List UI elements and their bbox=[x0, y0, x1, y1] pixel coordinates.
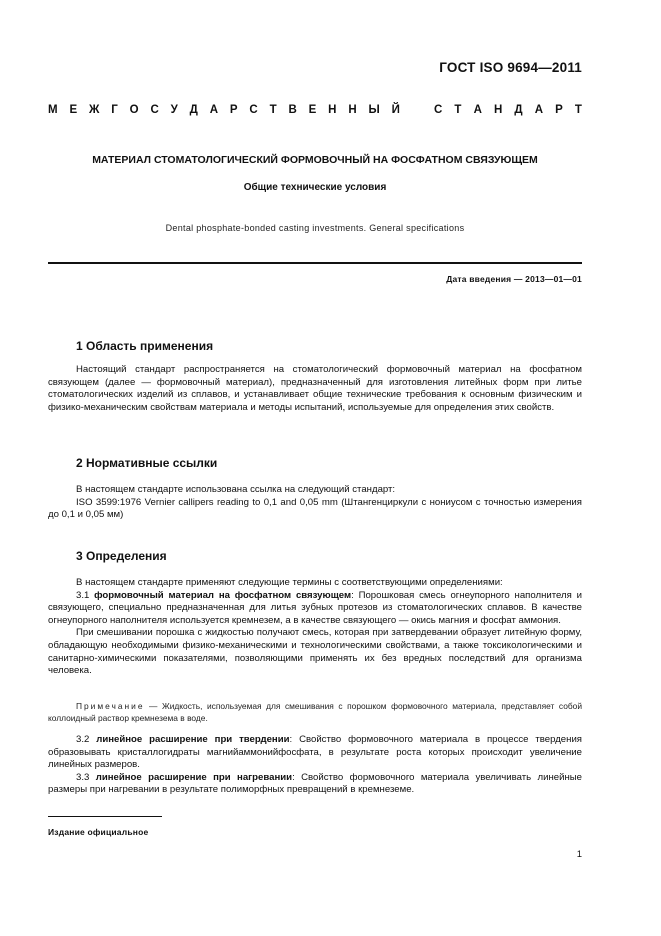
definition-3-2-term: линейное расширение при твердении bbox=[96, 734, 290, 745]
banner-letter: Т bbox=[269, 104, 277, 116]
banner-letter: Т bbox=[454, 104, 462, 116]
definition-3-2-number: 3.2 bbox=[76, 734, 90, 745]
page-number: 1 bbox=[576, 849, 582, 860]
official-edition-label: Издание официальное bbox=[48, 827, 149, 837]
banner-letter: С bbox=[249, 104, 258, 116]
banner-letter: Е bbox=[69, 104, 78, 116]
banner-letter: Р bbox=[229, 104, 238, 116]
english-title: Dental phosphate-bonded casting investments. General specifications bbox=[165, 223, 465, 233]
definition-3-1-number: 3.1 bbox=[76, 589, 90, 601]
banner-word-1 bbox=[48, 104, 400, 116]
mixing-paragraph: При смешивании порошка с жидкостью получают смесь, которая при затвердевании образует литейную форму, обладающую необходимыми физико-механическими и технологическими свойствами, а также токсикологическими и санитарно-химическими показателями, позволяющими применять их без вредных последствий для организма человека. bbox=[48, 627, 582, 677]
definition-3-1-text: : Порошковая смесь огнеупорного наполнителя и связующего, специально предназначенная для литья зубных протезов из стоматологических сплавов. В качестве огнеупорного наполнителя используется кремнезем, а в качестве связующего — окись магния и фосфат аммония. bbox=[48, 589, 582, 626]
document-title: МАТЕРИАЛ СТОМАТОЛОГИЧЕСКИЙ ФОРМОВОЧНЫЙ НА ФОСФАТНОМ СВЯЗУЮЩЕМ bbox=[92, 154, 538, 166]
section-1-heading: 1 Область применения bbox=[76, 339, 214, 353]
banner-letter: Н bbox=[348, 104, 357, 116]
definition-3-3-number: 3.3 bbox=[76, 771, 90, 783]
banner-letter: А bbox=[209, 104, 219, 116]
banner-letter: Й bbox=[391, 104, 400, 116]
interstate-standard-banner bbox=[48, 104, 582, 116]
section-2-body bbox=[48, 484, 582, 522]
note-block bbox=[48, 700, 582, 724]
banner-letter: Р bbox=[555, 104, 563, 116]
banner-letter: Д bbox=[514, 104, 523, 116]
section-2-intro: В настоящем стандарте использована ссылка на следующий стандарт: bbox=[76, 484, 396, 495]
section-2-heading: 2 Нормативные ссылки bbox=[76, 456, 218, 470]
banner-letter: С bbox=[150, 104, 159, 116]
section-1-paragraph: Настоящий стандарт распространяется на стоматологический формовочный материал на фосфатном связующем (далее — формовочный материал), предназначенный для изготовления литейных форм при литье стоматологических изделий из сплавов, и устанавливает общие технические требования к основным физическим и физико-механическим свойствам материала и методы испытаний, используемые для определения этих свойств. bbox=[48, 364, 582, 413]
definition-3-3-text: : Свойство формовочного материала увеличивать линейные размеры при нагревании в результате полиморфных превращений в кремнеземе. bbox=[48, 771, 582, 796]
definition-3-1-term: формовочный материал на фосфатном связующем bbox=[94, 589, 352, 601]
definition-3-2 bbox=[48, 734, 582, 772]
definition-3-2-text: : Свойство формовочного материала в процессе твердения образовывать кристаллогидраты магнийаммонийфосфата, в результате роста которых происходит увеличение линейных размеров. bbox=[48, 734, 582, 771]
banner-letter: А bbox=[534, 104, 544, 116]
banner-letter: Г bbox=[111, 104, 118, 116]
banner-letter: О bbox=[129, 104, 139, 116]
banner-word-2 bbox=[434, 104, 582, 116]
banner-letter: С bbox=[434, 104, 443, 116]
banner-letter: Д bbox=[189, 104, 198, 116]
header-divider bbox=[48, 262, 582, 264]
banner-letter: Н bbox=[328, 104, 337, 116]
definition-3-3-term: линейное расширение при нагревании bbox=[95, 771, 293, 783]
banner-letter: Т bbox=[574, 104, 582, 116]
standard-code: ГОСТ ISO 9694—2011 bbox=[439, 60, 582, 75]
section-3-body bbox=[48, 577, 582, 678]
note-label: Примечание bbox=[76, 701, 145, 711]
section-3-heading: 3 Определения bbox=[76, 549, 167, 563]
introduction-date: Дата введения — 2013—01—01 bbox=[446, 274, 582, 284]
section-1-body bbox=[48, 364, 582, 414]
banner-letter: Ы bbox=[368, 104, 380, 116]
banner-letter: Н bbox=[493, 104, 503, 116]
definitions-3-2-3-3 bbox=[48, 734, 582, 797]
banner-letter: В bbox=[288, 104, 297, 116]
banner-letter: У bbox=[170, 104, 178, 116]
section-2-reference: ISO 3599:1976 Vernier callipers reading to 0,1 and 0,05 mm (Штангенциркули с нониусом с точностью измерения до 0,1 и 0,05 мм) bbox=[48, 496, 582, 521]
banner-letter: Е bbox=[308, 104, 317, 116]
document-subtitle: Общие технические условия bbox=[243, 182, 387, 193]
footer-divider bbox=[48, 816, 162, 817]
banner-letter: А bbox=[473, 104, 482, 116]
definition-3-3 bbox=[48, 772, 582, 797]
note-text: — Жидкость, используемая для смешивания с порошком формовочного материала, представляет собой коллоидный раствор кремнезема в воде. bbox=[48, 701, 582, 723]
banner-letter: Ж bbox=[88, 104, 100, 116]
section-3-intro: В настоящем стандарте применяют следующие термины с соответствующими определениями: bbox=[76, 577, 503, 588]
definition-3-1 bbox=[48, 590, 582, 628]
banner-letter: М bbox=[48, 104, 58, 116]
